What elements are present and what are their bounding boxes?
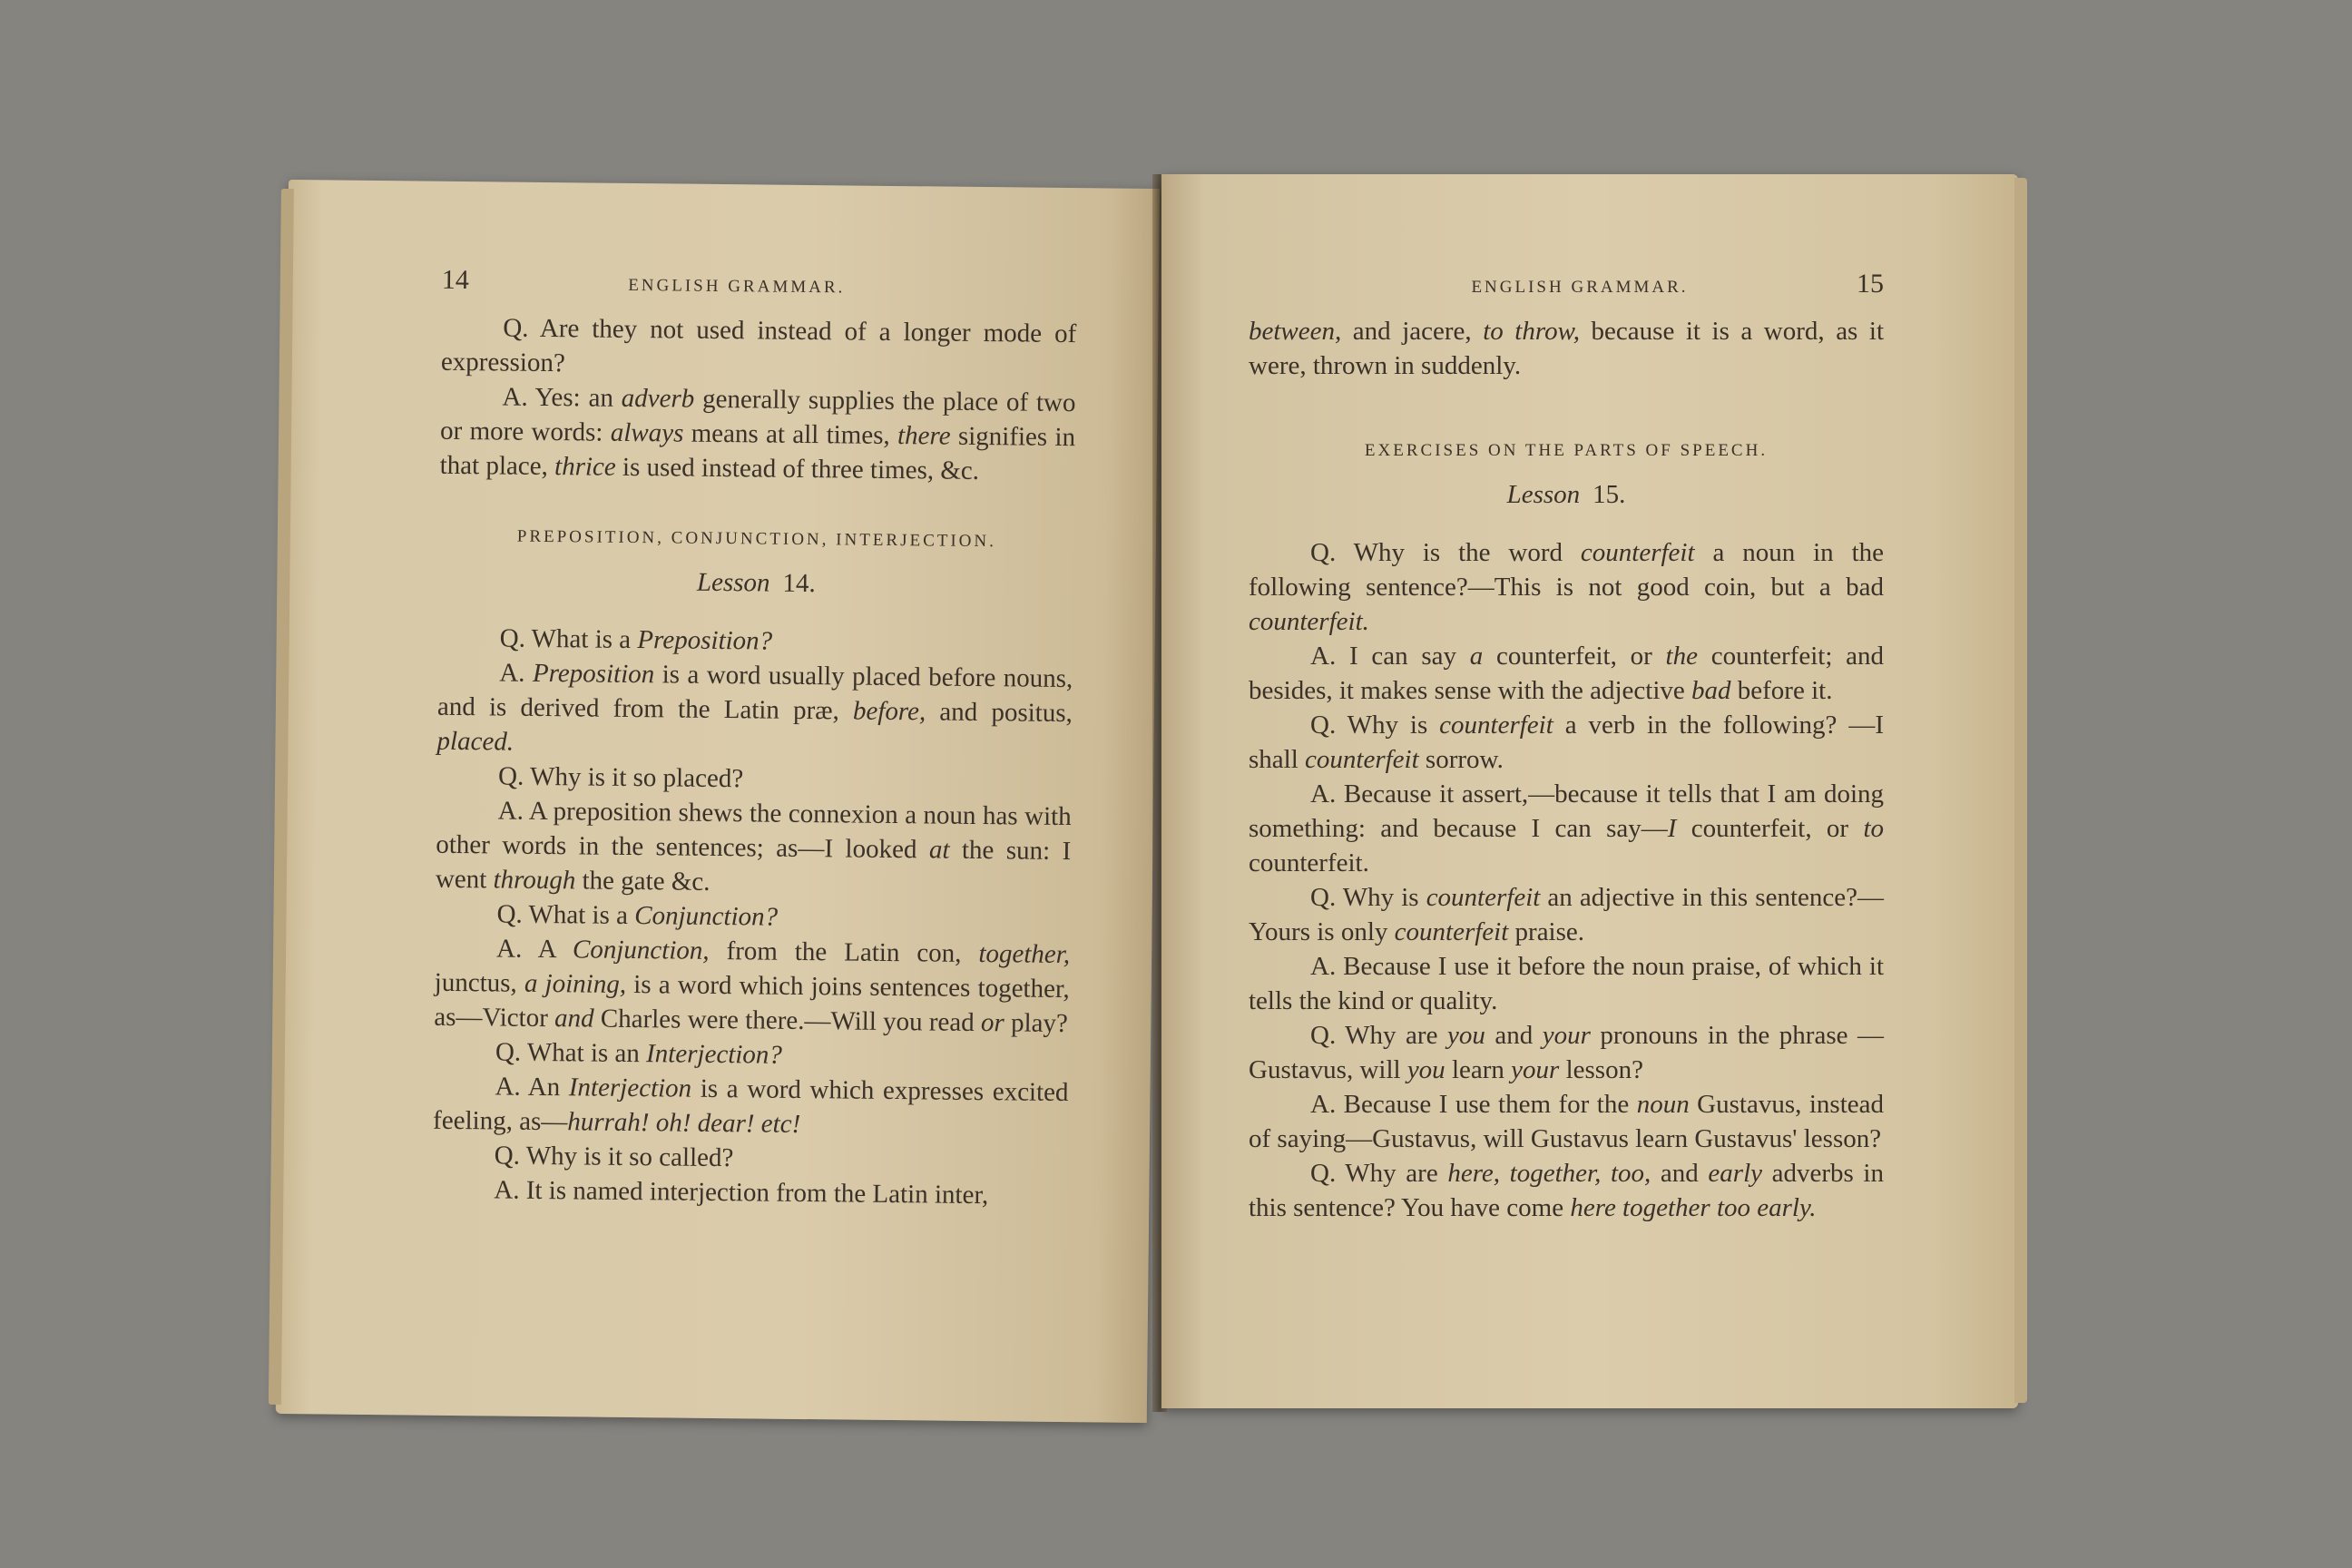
paragraph: Q. What is a Preposition? bbox=[499, 623, 773, 656]
page-edge bbox=[2014, 178, 2027, 1403]
paragraph: Q. Why is counterfeit a verb in the following? —I shall counterfeit sorrow. bbox=[1249, 710, 1885, 774]
paragraph: A. Because I use them for the noun Gustavus, instead of saying—Gustavus, will Gustavus learn Gustavus' lesson? bbox=[1249, 1090, 1884, 1153]
open-book bbox=[289, 174, 2018, 1419]
paragraph: A. I can say a counterfeit, or the counterfeit; and besides, it makes sense with the adjective bad before it. bbox=[1249, 642, 1884, 705]
paragraph: Q. Why is it so called? bbox=[494, 1141, 734, 1173]
paragraph: A. A preposition shews the connexion a noun has with other words in the sentences; as—I looked at the sun: I went through the gate &c. bbox=[435, 796, 1072, 897]
paragraph: A. Yes: an adverb generally supplies the place of two or more words: always means at all times, there signifies in that place, thrice is used instead of three times, &c. bbox=[439, 382, 1076, 485]
running-head-title: ENGLISH GRAMMAR. bbox=[1471, 278, 1689, 297]
paragraph: Q. Why is counterfeit an adjective in this sentence?—Yours is only counterfeit praise. bbox=[1249, 883, 1885, 946]
left-page-text bbox=[432, 263, 1077, 1213]
running-header bbox=[442, 263, 1077, 308]
running-head-title: ENGLISH GRAMMAR. bbox=[628, 275, 846, 298]
paragraph: Q. What is an Interjection? bbox=[495, 1037, 783, 1070]
paragraph: Q. Why are you and your pronouns in the phrase —Gustavus, will you learn your lesson? bbox=[1249, 1021, 1884, 1084]
paragraph: A. An Interjection is a word which expresses excited feeling, as—hurrah! oh! dear! etc! bbox=[432, 1072, 1069, 1139]
running-header bbox=[1249, 267, 1884, 305]
paragraph: A. Because I use it before the noun praise, of which it tells the kind or quality. bbox=[1249, 952, 1884, 1015]
paragraph: A. It is named interjection from the Latin inter, bbox=[494, 1175, 989, 1210]
page-number: 14 bbox=[441, 264, 470, 296]
paragraph: A. Preposition is a word usually placed before nouns, and is derived from the Latin præ, before, and positus, placed. bbox=[436, 658, 1073, 757]
lesson-heading: Lesson 15. bbox=[1506, 480, 1626, 509]
paragraph: A. Because it assert,—because it tells that I am doing something: and because I can say—I counterfeit, or to counterfeit. bbox=[1249, 779, 1884, 877]
section-heading: PREPOSITION, CONJUNCTION, INTERJECTION. bbox=[516, 526, 997, 552]
paragraph: between, and jacere, to throw, because it is a word, as it were, thrown in suddenly. bbox=[1249, 317, 1884, 380]
paragraph: Q. Why is the word counterfeit a noun in the following sentence?—This is not good coin, but a bad counterfeit. bbox=[1249, 538, 1884, 636]
page-number: 15 bbox=[1857, 269, 1884, 299]
paragraph: Q. Why is it so placed? bbox=[497, 761, 744, 794]
right-page-text bbox=[1249, 267, 1884, 1225]
paragraph: A. A Conjunction, from the Latin con, together, junctus, a joining, is a word which joins sentences together, as—Victor and Charles were there.—Will you read or play? bbox=[434, 934, 1071, 1039]
lesson-heading: Lesson 14. bbox=[696, 567, 816, 599]
right-page bbox=[1161, 174, 2018, 1408]
paragraph: Q. Are they not used instead of a longer mode of expression? bbox=[440, 313, 1077, 378]
left-page bbox=[276, 180, 1160, 1423]
paragraph: Q. What is a Conjunction? bbox=[496, 899, 779, 932]
paragraph: Q. Why are here, together, too, and early adverbs in this sentence? You have come here together too early. bbox=[1249, 1159, 1884, 1222]
page-edge bbox=[269, 189, 294, 1405]
section-heading: EXERCISES ON THE PARTS OF SPEECH. bbox=[1364, 441, 1769, 460]
